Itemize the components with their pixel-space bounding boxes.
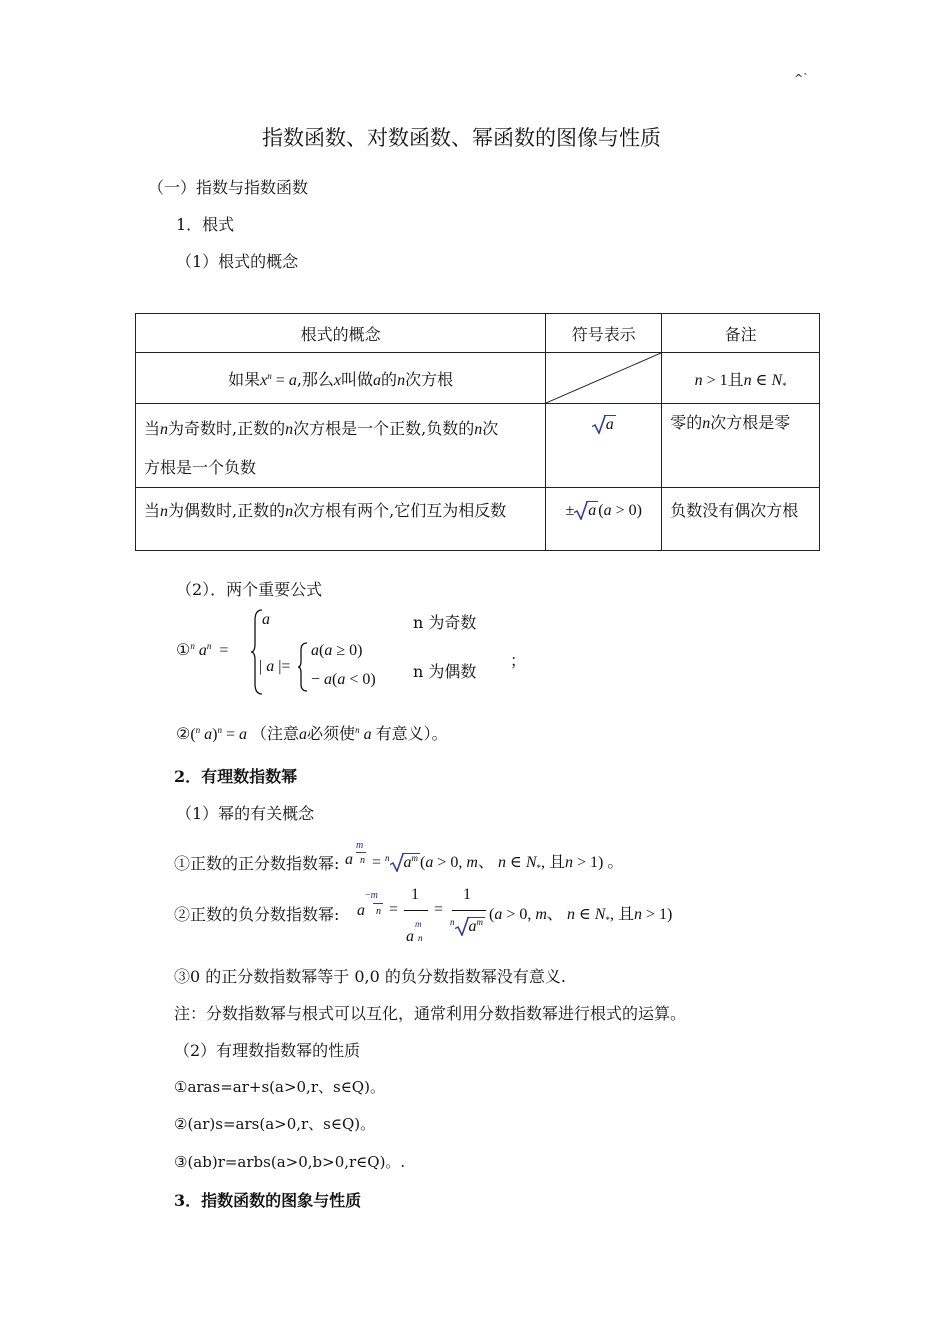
- math-n: n: [195, 725, 201, 735]
- text: 零的: [670, 413, 703, 432]
- property-1: ①aras=ar+s(a>0,r、s∈Q)。: [174, 1078, 385, 1096]
- rule-label: ②正数的负分数指数幂:: [174, 905, 340, 924]
- math-n: n: [355, 725, 360, 735]
- table-cell-odd-root: [136, 404, 546, 488]
- text: 有意义）。: [375, 724, 448, 743]
- text: 次方根是零: [710, 413, 791, 432]
- math-n: n: [702, 415, 711, 432]
- math-n: n: [285, 421, 294, 438]
- math-pm: ±: [565, 502, 575, 519]
- math-n: n: [285, 503, 294, 520]
- table-row: [136, 353, 820, 404]
- text: 次方根有两个,它们互为相反数: [293, 501, 507, 520]
- rule-2-base: a: [357, 902, 365, 919]
- math-n: n: [206, 641, 212, 651]
- table-header-remark: 备注: [662, 314, 820, 353]
- math-a: a: [288, 371, 297, 389]
- exp-neg-m: −m: [365, 890, 378, 901]
- case-even-positive: a(a ≥ 0): [311, 642, 363, 659]
- math-n: n: [190, 641, 195, 651]
- subheading-power-concepts: （1）幂的有关概念: [176, 804, 315, 823]
- math-n: n: [743, 371, 752, 389]
- fraction-2-bar: [452, 910, 486, 911]
- math-n: n: [694, 371, 703, 389]
- equals: =: [434, 901, 444, 918]
- formula-2: ②($^n$ a)$^n$ = a （注意a必须使$^n$ a 有意义）。: [176, 724, 448, 743]
- fraction-bar: [373, 903, 383, 904]
- fraction-1-bar: [404, 910, 428, 911]
- property-3: ③(ab)r=arbs(a>0,b>0,r∈Q)。.: [174, 1153, 406, 1171]
- math-n: n: [397, 371, 406, 389]
- section-heading-exponent: （一）指数与指数函数: [148, 178, 309, 197]
- text: 为偶数时,正数的: [168, 501, 286, 520]
- fraction-2-den: [450, 918, 485, 936]
- rule-1-formula: a: [345, 851, 353, 868]
- text: 。: [607, 852, 624, 871]
- text: 且: [548, 852, 565, 871]
- fraction-1-num: 1: [411, 886, 419, 903]
- math-N: N: [771, 371, 783, 389]
- rule-2-condition: (a > 0, m、 n ∈ $N_*$, 且n > 1): [489, 904, 673, 925]
- text: 次方根是一个正数,负数的: [293, 419, 475, 438]
- text: 为奇数时,正数的: [168, 419, 286, 438]
- text: （注意: [251, 724, 300, 743]
- subheading-radical-concept: （1）根式的概念: [176, 252, 299, 271]
- page-title: 指数函数、对数函数、幂函数的图像与性质: [262, 126, 661, 150]
- text: 且: [617, 904, 634, 923]
- table-cell-symbol-empty: [546, 353, 662, 404]
- subheading-radical: 1．根式: [176, 215, 235, 234]
- fraction-1-den: a: [406, 928, 414, 945]
- math-star: *: [782, 380, 787, 391]
- formula-1-end: ；: [510, 651, 527, 670]
- text: 且: [727, 369, 744, 389]
- rule-label: ①正数的正分数指数幂:: [174, 854, 340, 873]
- table-cell-even-root: [136, 488, 546, 551]
- formula-number: ①: [176, 642, 191, 659]
- case-odd-value: a: [262, 611, 270, 628]
- math-n: n: [160, 421, 169, 438]
- subheading-exp-properties: （2）有理数指数幂的性质: [174, 1041, 361, 1060]
- table-cell-odd-remark: [662, 404, 820, 488]
- table-cell-odd-symbol: [546, 404, 662, 488]
- diagonal-line: [546, 353, 661, 403]
- subheading-exp-function-graph: 3．指数函数的图象与性质: [174, 1191, 362, 1210]
- text: 的: [381, 369, 398, 389]
- text: 次方根: [405, 369, 454, 389]
- property-2: ②(ar)s=ars(a>0,r、s∈Q)。: [174, 1115, 376, 1133]
- exp-m: m: [415, 919, 422, 929]
- subheading-rational-exponent: 2．有理数指数幂: [174, 767, 298, 786]
- formula-number: ②: [176, 726, 191, 743]
- text: 如果: [228, 369, 261, 389]
- text: 次: [482, 419, 499, 438]
- radical-symbol: a: [574, 502, 598, 520]
- table-row: [136, 488, 820, 551]
- equals: =: [389, 901, 399, 918]
- math-n: n: [267, 370, 272, 381]
- math-n: n: [450, 917, 455, 927]
- rule-positive-fraction-exp: [174, 851, 339, 874]
- math-n: n: [474, 421, 483, 438]
- table-header-concept: 根式的概念: [136, 314, 546, 353]
- left-brace-icon: [297, 641, 309, 693]
- table-cell-remark-condition: [662, 353, 820, 404]
- rule-zero-exp: ③0 的正分数指数幂等于 0,0 的负分数指数幂没有意义.: [174, 967, 566, 986]
- subheading-two-formulas: （2）．两个重要公式: [176, 580, 323, 599]
- table-row: [136, 404, 820, 488]
- case-odd-label: n 为奇数: [413, 613, 477, 632]
- text: ,那么: [296, 369, 334, 389]
- rule-1-rhs: = $^n$ $a^m$ (a > 0, m、 n ∈ $N_*$, 且n > 1) 。: [372, 852, 624, 873]
- note-text: 注：分数指数幂与根式可以互化，通常利用分数指数幂进行根式的运算。: [174, 1004, 687, 1023]
- math-n: n: [160, 503, 169, 520]
- table-cell-definition: [136, 353, 546, 404]
- math-eq: =: [271, 371, 289, 389]
- table-cell-even-remark: 负数没有偶次方根: [662, 488, 820, 551]
- text: 方根是一个负数: [144, 458, 257, 477]
- math-x: x: [260, 371, 268, 389]
- exp-n: n: [418, 933, 423, 943]
- case-even-negative: − a(a < 0): [311, 671, 376, 688]
- radical-symbol: $a^m$: [455, 918, 486, 936]
- math-a: a: [198, 642, 207, 659]
- fraction-bar: [356, 852, 366, 853]
- text: 当: [144, 419, 161, 438]
- math-n: n: [217, 725, 222, 735]
- text: 叫做: [341, 369, 374, 389]
- math-n: n: [385, 853, 390, 863]
- radical-symbol: a: [592, 416, 616, 434]
- case-even-label: n 为偶数: [413, 662, 477, 681]
- radical-concept-table: [135, 313, 820, 551]
- math-x: x: [333, 371, 342, 389]
- radical-symbol: $a^m$: [390, 854, 421, 872]
- table-header-symbol: 符号表示: [546, 314, 662, 353]
- case-even-abs: | a |=: [259, 658, 291, 675]
- math-cond: (a > 0): [598, 502, 642, 519]
- math-a: a: [373, 371, 382, 389]
- rule-negative-fraction-exp: [174, 902, 339, 925]
- corner-mark: ^`: [794, 72, 809, 85]
- text: 当: [144, 501, 161, 520]
- math-gt1: > 1: [702, 371, 728, 389]
- text: 必须使: [307, 724, 356, 743]
- exp-n: n: [376, 906, 381, 917]
- fraction-2-num: 1: [463, 886, 471, 903]
- exp-m: m: [356, 840, 364, 851]
- table-cell-even-symbol: [546, 488, 662, 551]
- formula-1: ①$^n$ $a^n$ =: [176, 641, 229, 659]
- table-header-row: [136, 314, 820, 353]
- math-in: ∈: [751, 371, 772, 389]
- exp-n: n: [360, 855, 365, 866]
